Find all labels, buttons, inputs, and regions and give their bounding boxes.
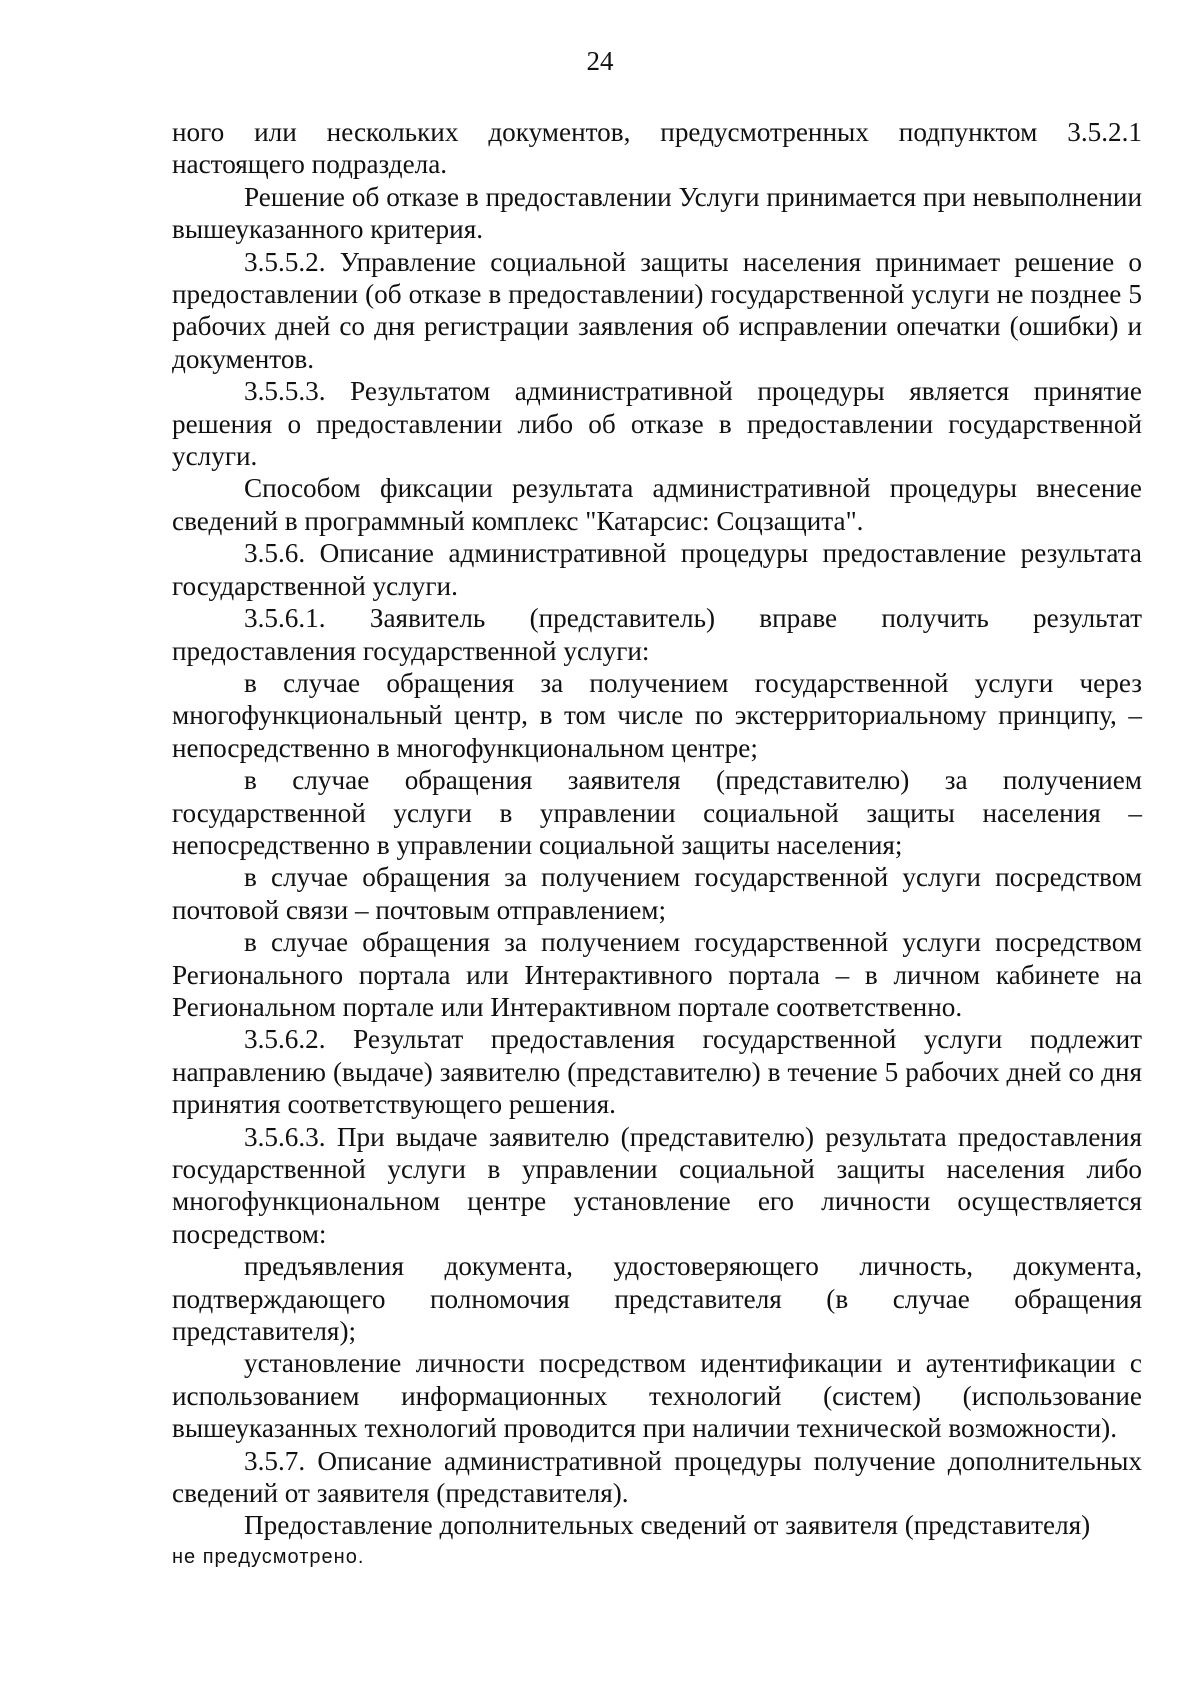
paragraph-3-5-6: 3.5.6. Описание административной процедуры предоставление результата государственной услуги. xyxy=(172,538,1142,601)
paragraph-3-5-6-2: 3.5.6.2. Результат предоставления государственной услуги подлежит направлению (выдаче) заявителю (представителю) в течение 5 рабочих дней со дня принятия соответствующего решения. xyxy=(172,1024,1142,1120)
paragraph: Способом фиксации результата административной процедуры внесение сведений в программный комплекс "Катарсис: Соцзащита". xyxy=(172,473,1142,536)
paragraph-3-5-6-3: 3.5.6.3. При выдаче заявителю (представителю) результата предоставления государственной услуги в управлении социальной защиты населения либо многофункциональном центре установление его личности осуществляется посредством: xyxy=(172,1121,1142,1249)
list-item: предъявления документа, удостоверяющего личность, документа, подтверждающего полномочия представителя (в случае обращения представителя); xyxy=(172,1251,1142,1347)
paragraph-3-5-7: 3.5.7. Описание административной процедуры получение дополнительных сведений от заявителя (представителя). xyxy=(172,1445,1142,1509)
list-item: в случае обращения за получением государственной услуги посредством Регионального портала или Интерактивного портала – в личном кабинете на Региональном портале или Интерактивном портале соответственно. xyxy=(172,927,1142,1022)
list-item: в случае обращения за получением государственной услуги посредством почтовой связи – почтовым отправлением; xyxy=(172,862,1142,925)
closing-line: не предусмотрено. xyxy=(172,1545,365,1568)
list-item: в случае обращения за получением государственной услуги через многофункциональный центр, в том числе по экстерриториальному принципу, – непосредственно в многофункциональном центре; xyxy=(172,667,1142,763)
document-body xyxy=(172,116,1142,1572)
list-item: в случае обращения заявителя (представителю) за получением государственной услуги в управлении социальной защиты населения – непосредственно в управлении социальной защиты населения; xyxy=(172,765,1142,860)
page-number: 24 xyxy=(586,46,614,76)
paragraph-3-5-6-1: 3.5.6.1. Заявитель (представитель) вправе получить результат предоставления государственной услуги: xyxy=(172,603,1142,666)
list-item: установление личности посредством идентификации и аутентификации с использованием информационных технологий (систем) (использование вышеуказанных технологий проводится при наличии технической возможности). xyxy=(172,1348,1142,1444)
paragraph-continuation: ного или нескольких документов, предусмотренных подпунктом 3.5.2.1 настоящего подраздела. xyxy=(172,117,1142,180)
paragraph-3-5-5-2: 3.5.5.2. Управление социальной защиты населения принимает решение о предоставлении (об отказе в предоставлении) государственной услуги не позднее 5 рабочих дней со дня регистрации заявления об исправлении опечатки (ошибки) и документов. xyxy=(172,246,1142,374)
paragraph-3-5-5-3: 3.5.5.3. Результатом административной процедуры является принятие решения о предоставлении либо об отказе в предоставлении государственной услуги. xyxy=(172,376,1142,472)
paragraph: Предоставление дополнительных сведений от заявителя (представителя) xyxy=(244,1510,1091,1541)
paragraph: Решение об отказе в предоставлении Услуги принимается при невыполнении вышеуказанного критерия. xyxy=(172,181,1142,245)
